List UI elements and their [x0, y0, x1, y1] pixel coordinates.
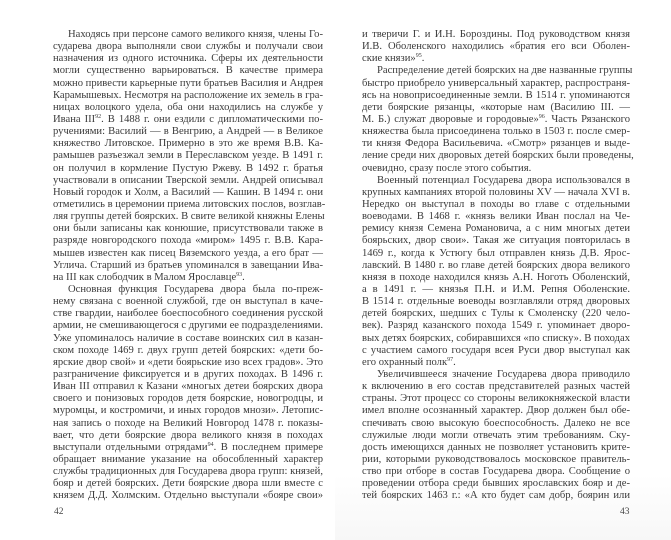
line-text: князя в походе находился князь А.Н. Ноготь Оболенский, — [362, 271, 630, 283]
text-line — [53, 430, 323, 442]
text-line — [362, 175, 630, 187]
text-line — [362, 296, 630, 308]
line-text: рамышев разъезжал земли в Переславском уезде. В 1491 г. — [53, 150, 323, 162]
line-text: 1469 г., когда к Устюгу был отправлен князь Д.В. Ярос- — [362, 247, 630, 259]
line-text: спечивать свою высокую боеспособность. Далеко не все — [362, 417, 630, 429]
line-text: нему связана с военной службой, где он выступал в каче- — [53, 296, 323, 308]
line-text: и тверичи Г. и И.Н. Бороздины. Под руководством князя — [362, 29, 630, 40]
text-line — [53, 454, 323, 466]
text-line — [362, 405, 630, 417]
text-line — [362, 150, 634, 162]
line-text-continued: . В 1488 г. они ездили с дипломатическими по- — [101, 113, 323, 125]
line-text: муромцы, и костромичи, и иных городов мнози». Летопис- — [53, 405, 323, 417]
line-text: отметились в церемонии приема литовских послов, возглав- — [53, 198, 326, 210]
line-text: его охранный полк — [362, 356, 448, 368]
line-text: стве гвардии, наиболее боеспособного соединения русской — [53, 308, 323, 320]
line-text: князем Д.Д. Холмским. Отдельно выступали «бояре свои» — [53, 490, 323, 502]
line-text: Нередко он выступал в походы во главе с отдельными — [362, 198, 630, 210]
line-text-continued: . Часть Рязанского — [544, 113, 631, 125]
page-number-right: 43 — [620, 507, 630, 517]
line-text: лавский. В 1480 г. во главе детей боярских двора великого — [362, 259, 630, 271]
line-text: воеводами. В 1468 г. «князь велики Иван послал на Че- — [362, 211, 630, 223]
text-line — [53, 198, 326, 211]
text-line — [53, 272, 323, 284]
line-text: вает, что дети боярские двора великого князя в походах — [53, 429, 323, 441]
text-line — [53, 345, 323, 357]
text-line — [53, 114, 323, 126]
line-text: Углича. Старший из братьев упоминался в завещании Ива- — [53, 259, 323, 271]
line-text-continued: . — [421, 53, 425, 65]
right-page-text — [362, 29, 634, 502]
line-text: служилые люди могли отвечать этим требованиям. Ску- — [362, 429, 630, 441]
line-text: боярьских, двор свои». Такая же ситуация повторилась в — [362, 235, 630, 247]
text-line — [53, 90, 323, 102]
line-text: крупных кампаниях второй половины XV — начала XVI в. — [362, 186, 630, 198]
line-text: с участием самого государя всея Руси двор выступал как — [362, 344, 630, 356]
line-text: дети боярские рязанцы, «которые нам (Василию III. — — [362, 101, 630, 113]
line-text: ремису князя Семена Романовича, а с ним многых детеи — [362, 223, 630, 235]
left-page-text — [53, 29, 326, 502]
text-line — [362, 260, 630, 272]
right-page — [335, 0, 671, 540]
text-line — [362, 248, 630, 260]
text-line — [53, 102, 323, 114]
text-line — [53, 333, 323, 345]
text-line — [53, 138, 323, 150]
text-line — [362, 381, 630, 393]
line-text: Иван III отправил к Казани «многых детеи боярских двора — [53, 381, 323, 393]
text-line — [362, 466, 630, 478]
text-line — [362, 211, 630, 223]
footnote-ref: 95 — [415, 53, 422, 60]
line-text: службы традиционных для Государева двора групп: князей, — [53, 466, 323, 478]
text-line — [53, 211, 323, 223]
line-text: княжество Литовское. Примерно в это же время В.В. Ка- — [53, 138, 323, 150]
text-line — [362, 320, 630, 332]
text-line — [362, 163, 630, 175]
text-line — [362, 357, 630, 369]
text-line — [53, 29, 323, 41]
line-text: И.В. Оболенского находились «братия его вси Оболен- — [362, 41, 630, 53]
text-line — [362, 126, 630, 138]
page-number-left: 42 — [54, 507, 64, 517]
text-line — [362, 308, 630, 320]
line-text: Распределение детей боярских на две названные группы — [377, 65, 633, 77]
footnote-ref: 93 — [236, 271, 243, 278]
text-line — [362, 235, 630, 247]
footnote-ref: 92 — [95, 113, 102, 120]
text-line — [362, 90, 630, 102]
text-line — [53, 163, 323, 175]
text-line — [53, 369, 323, 381]
text-line — [53, 126, 323, 138]
text-line — [362, 78, 630, 90]
line-text: выступали отдельными отрядами — [53, 441, 208, 453]
text-line — [53, 260, 323, 272]
line-text: Основная функция Государева двора была по-преж- — [68, 283, 323, 295]
text-line — [53, 235, 323, 247]
text-line — [53, 175, 323, 187]
text-line — [53, 357, 323, 369]
text-line — [362, 187, 630, 199]
text-line — [362, 53, 630, 65]
line-text: Находясь при персоне самого великого князя, члены Го- — [68, 29, 323, 40]
text-line — [53, 466, 323, 478]
line-text: можно привести карьерные пути братьев Василия и Андрея — [53, 77, 324, 89]
line-text: детей боярских, шедших с Тулы к Смоленску (220 чело- — [362, 308, 630, 320]
text-line — [53, 150, 323, 162]
text-line — [53, 381, 323, 393]
line-text: ная запись о походе на Великий Новгород 1478 г. показы- — [53, 417, 323, 429]
line-text-continued: . — [453, 356, 456, 368]
text-line — [53, 41, 323, 53]
text-line — [362, 223, 630, 235]
text-line — [53, 320, 323, 332]
text-line — [362, 199, 630, 211]
line-text-continued: . В последнем примере — [213, 441, 323, 453]
text-line — [53, 478, 323, 490]
text-line — [362, 454, 630, 466]
text-line — [53, 65, 323, 77]
text-line — [362, 369, 630, 381]
line-text: тей боярских 1463 г.: «А кто будет сам добр, боярин или — [362, 490, 630, 502]
footnote-ref: 94 — [207, 441, 214, 448]
line-text: бояр и детей боярских. Дети боярские двора шли вместе с — [53, 478, 323, 490]
text-line — [53, 405, 323, 417]
line-text: быстро приобрело универсальный характер, распространя- — [362, 77, 630, 89]
line-text: Ивана III — [53, 113, 96, 125]
line-text: ручениями: Василий — в Венгрию, а Андрей — в Великое — [53, 126, 323, 138]
text-line — [53, 187, 323, 199]
text-line — [362, 114, 630, 126]
line-text: ление среди них дворовых детей боярских были проведены, — [362, 150, 634, 162]
line-text: своего и понизовых городов детя боярские, новогродцы, и — [53, 393, 323, 405]
line-text: армии, не смешивающегося с другими ее подразделениями. — [53, 320, 323, 332]
line-text: обращает внимание указание на обособленный характер — [53, 453, 323, 465]
line-text-continued: . — [242, 271, 245, 283]
line-text: ляя группы детей боярских. В свите великой княжны Елены — [53, 211, 325, 223]
line-text: мышев известен как писец Вяземского уезда, а его брат — — [53, 247, 323, 259]
text-line — [53, 308, 323, 320]
line-text: Увеличившееся значение Государева двора приводило — [377, 368, 630, 380]
line-text: ясь на новоприсоединенные земли. В 1514 г. упоминаются — [362, 89, 630, 101]
line-text: ство при отборе в состав Государева двора. Сообщение о — [362, 466, 630, 478]
line-text: он получил в кормление Пустую Ржеву. В 1492 г. братья — [53, 162, 323, 174]
text-line — [53, 223, 323, 235]
text-line — [53, 393, 323, 405]
line-text: они были записаны как конюшие, присутствовали также в — [53, 223, 323, 235]
line-text: назначения из одного источника. Сферы их деятельности — [53, 53, 323, 65]
text-line — [362, 345, 630, 357]
left-page — [0, 0, 335, 540]
text-line — [362, 430, 630, 442]
text-line — [53, 490, 323, 502]
text-line — [362, 418, 630, 430]
line-text: княжества была присоединена только в 1503 г. после смер- — [362, 126, 630, 138]
text-line — [53, 78, 323, 90]
text-line — [362, 490, 630, 502]
text-line — [53, 248, 323, 260]
line-text: могли существенно варьироваться. В качестве примера — [53, 65, 323, 77]
line-text: разграничение фиксируется и в других походах. В 1496 г. — [53, 368, 323, 380]
line-text: ские князи» — [362, 53, 416, 65]
line-text: ницах волоцкого удела, оба они находились на службе у — [53, 101, 323, 113]
line-text: ском походе 1469 г. двух групп детей боярских: «дети бо- — [53, 344, 323, 356]
text-line — [53, 442, 323, 454]
line-text: В 1514 г. отдельные воеводы возглавляли отряд дворовых — [362, 296, 630, 308]
text-line — [362, 102, 630, 114]
line-text: на III как слободчик в Малом Ярославце — [53, 271, 237, 283]
line-text: очевидно, сразу после этого события. — [362, 162, 532, 174]
line-text: Карамышевых. Несмотря на расположение их земель в гра- — [53, 89, 323, 101]
line-text: Новый городок и Холм, а Василий — Кашин. В 1494 г. они — [53, 186, 323, 198]
line-text: разряде новгородского похода «миром» 1495 г. В.В. Кара- — [53, 235, 323, 247]
line-text: дость имеющихся данных не позволяет установить крите- — [362, 441, 630, 453]
line-text: имел вполне осознанный характер. Двор должен был обе- — [362, 405, 630, 417]
footnote-ref: 97 — [447, 356, 454, 363]
text-line — [53, 284, 323, 296]
line-text: участвовали в описании Тверской земли. Андрей описывал — [53, 174, 323, 186]
line-text: рии, которыми руководствовалось московское правитель- — [362, 453, 630, 465]
text-line — [53, 296, 323, 308]
line-text: страны. Этот процесс со стороны великокняжеской власти — [362, 393, 630, 405]
text-line — [362, 393, 630, 405]
line-text: ти князя Федора Васильевича. «Смотр» рязанцев и выде- — [362, 138, 630, 150]
line-text: ярские двор свой» и «дети боярьские изо всех градов». Это — [53, 356, 323, 368]
line-text: вых детях боярских, собиравшихся «по списку». В походах — [362, 332, 630, 344]
text-line — [362, 284, 630, 296]
line-text: Военный потенциал Государева двора использовался в — [377, 174, 630, 186]
line-text: век). Разряд казанского похода 1549 г. упоминает дворо- — [362, 320, 630, 332]
text-line — [362, 272, 630, 284]
text-line — [362, 65, 633, 77]
footnote-ref: 96 — [538, 113, 545, 120]
line-text: М. Б.) служат дворовые и городовые» — [362, 113, 539, 125]
text-line — [53, 53, 323, 65]
text-line — [53, 418, 323, 430]
line-text: к включению в его состав представителей разных частей — [362, 381, 630, 393]
line-text: проведении отбора среди бывших ярославских бояр и де- — [362, 478, 630, 490]
text-line — [362, 333, 630, 345]
text-line — [362, 478, 630, 490]
line-text: а в 1491 г. — князья П.Н. и И.М. Репня Оболенские. — [362, 283, 630, 295]
line-text: Уже упоминалось наличие в составе воинских сил в казан- — [53, 332, 323, 344]
text-line — [362, 442, 630, 454]
text-line — [362, 41, 630, 53]
line-text: сударева двора выполняли свои службы и получали свои — [53, 41, 323, 53]
text-line — [362, 29, 630, 41]
text-line — [362, 138, 630, 150]
